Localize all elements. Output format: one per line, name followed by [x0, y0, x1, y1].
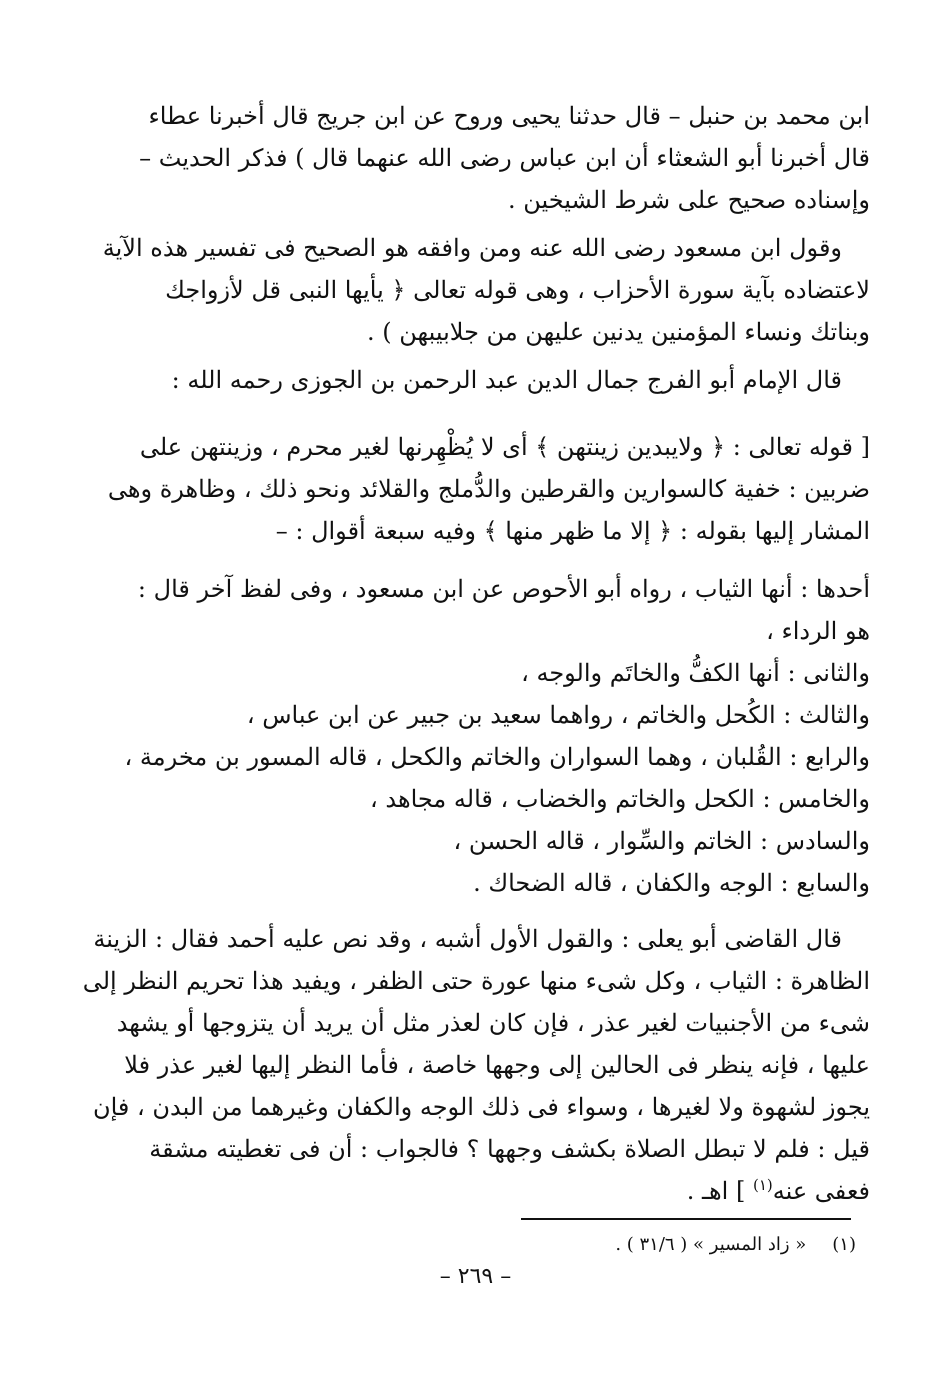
text-line: قال القاضى أبو يعلى : والقول الأول أشبه ، وقد نص عليه أحمد فقال : الزينة	[93, 925, 842, 953]
text-line: قال الإمام أبو الفرج جمال الدين عبد الرحمن بن الجوزى رحمه الله :	[171, 366, 842, 394]
list-item: والخامس : الكحل والخاتم والخضاب ، قاله مجاهد ،	[369, 785, 870, 813]
list-item: والسادس : الخاتم والسِّوار ، قاله الحسن ،	[453, 827, 870, 855]
text-line: قال أخبرنا أبو الشعثاء أن ابن عباس رضى الله عنهما قال ) فذكر الحديث –	[139, 144, 870, 172]
list-item: والرابع : القُلبان ، وهما السواران والخاتم والكحل ، قاله المسور بن مخرمة ،	[124, 743, 870, 771]
text-line: الظاهرة : الثياب ، وكل شىء منها عورة حتى الظفر ، ويفيد هذا تحريم النظر إلى	[82, 967, 870, 995]
paragraph-quote-ayah	[107, 426, 870, 552]
text-line: ضربين : خفية كالسوارين والقرطين والدُّملج والقلائد ونحو ذلك ، وظاهرة وهى	[107, 475, 870, 503]
footnote	[615, 1230, 856, 1260]
footnote-divider	[521, 1218, 851, 1220]
text-line: ابن محمد بن حنبل – قال حدثنا يحيى وروح عن ابن جريج قال أخبرنا عطاء	[148, 102, 870, 130]
text-line: لاعتضاده بآية سورة الأحزاب ، وهى قوله تعالى ﴿ يأيها النبى قل لأزواجك	[165, 276, 870, 304]
page-number: – ٢٦٩ –	[439, 1264, 512, 1289]
text-line: عليها ، فإنه ينظر فى الحالين إلى وجهها خاصة ، فأما النظر إليها لغير عذر فلا	[124, 1051, 870, 1079]
text-line: شىء من الأجنبيات لغير عذر ، فإن كان لعذر مثل أن يريد أن يتزوجها أو يشهد	[116, 1009, 870, 1037]
footnote-number: (١)	[832, 1234, 856, 1255]
paragraph-hadith-isnad	[139, 95, 870, 221]
text-line: [ قوله تعالى : ﴿ ولايبدين زينتهن ﴾ أى لا يُظْهِرنها لغير محرم ، وزينتهن على	[139, 433, 870, 461]
text-line	[160, 1170, 870, 1212]
text-line: وإسناده صحيح على شرط الشيخين .	[507, 186, 870, 214]
paragraph-ibn-masud	[102, 227, 870, 353]
list-item: والسابع : الوجه والكفان ، قاله الضحاك .	[473, 869, 870, 897]
list-item: والثانى : أنها الكفُّ والخاتَم والوجه ،	[521, 659, 870, 687]
list-item: والثالث : الكُحل والخاتم ، رواهما سعيد بن جبير عن ابن عباس ،	[246, 701, 870, 729]
text-line: المشار إليها بقوله : ﴿ إلا ما ظهر منها ﴾ وفيه سبعة أقوال : –	[275, 517, 870, 545]
text-line: يجوز لشهوة ولا لغيرها ، وسواء فى ذلك الوجه والكفان وغيرهما من البدن ، فإن	[92, 1093, 870, 1121]
footnote-text: « زاد المسير » ( ٣١/٦ ) .	[615, 1234, 807, 1255]
text-line: قيل : فلم لا تبطل الصلاة بكشف وجهها ؟ فالجواب : أن فى تغطيته مشقة	[149, 1135, 870, 1163]
list-item: هو الرداء ،	[766, 617, 870, 645]
paragraph-abu-yala	[82, 918, 870, 1212]
footnote-marker[interactable]: (١)	[752, 1176, 773, 1194]
closing-bracket: ] اهـ .	[686, 1177, 753, 1205]
closing-text: فعفى عنه	[772, 1177, 870, 1205]
text-line: وبناتك ونساء المؤمنين يدنين عليهن من جلابيبهن ) .	[367, 318, 870, 346]
text-line: وقول ابن مسعود رضى الله عنه ومن وافقه هو الصحيح فى تفسير هذه الآية	[102, 234, 842, 262]
list-seven-opinions	[124, 568, 870, 904]
paragraph-ibn-jawzi-intro	[160, 359, 870, 401]
list-item: أحدها : أنها الثياب ، رواه أبو الأحوص عن ابن مسعود ، وفى لفظ آخر قال :	[137, 575, 870, 603]
